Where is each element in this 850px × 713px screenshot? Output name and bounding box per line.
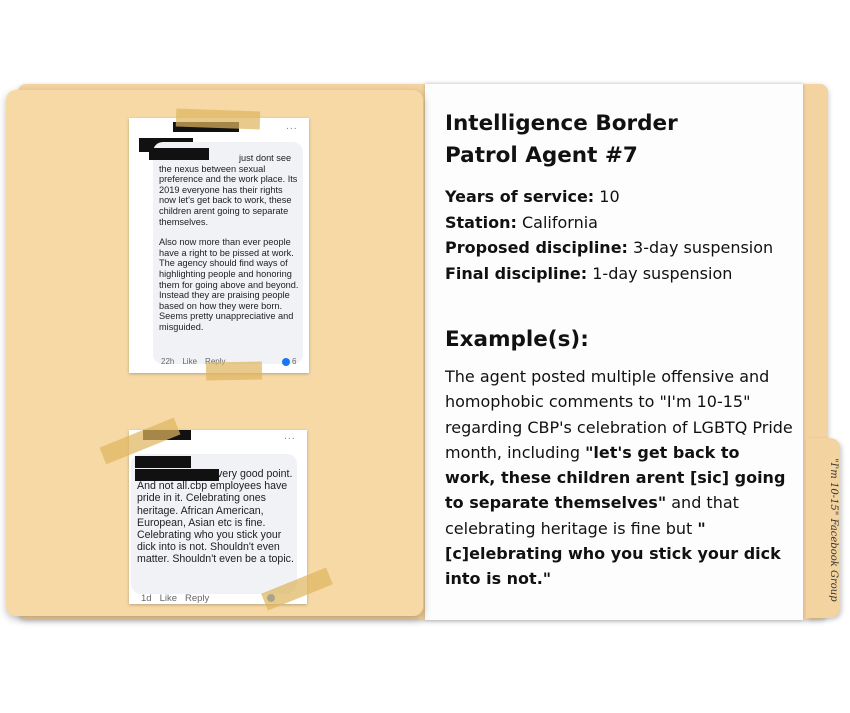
station-value: California [516,212,598,232]
examples-text-1: The agent posted multiple offensive and homophobic comments to "I'm 10-15" regarding CBP's celebration of LGBTQ Pride month, including [445,367,793,462]
comment-text [137,468,297,566]
comment-body: point. And not all.cbp employees have pride in it. Celebrating ones heritage. African American, European, Asian etc is fine. Celebrating who you stick your dick into is not. Shouldn't even matter. Shouldn't even be a topic. [137,468,294,566]
station-label: Station: [445,212,517,232]
tape-strip [206,362,262,381]
comment-text [159,153,299,343]
years-of-service-row [445,184,795,210]
comment-meta [141,593,217,604]
tape-strip [176,109,261,130]
comment-body: nexus between sexual preference and the work place. Its 2019 everyone has their rights now let's get back to work, these children arent going to separate themselves. [159,163,298,227]
years-label: Years of service: [445,187,595,206]
comment-time: 1d [141,593,152,604]
proposed-label: Proposed discipline: [445,238,628,257]
like-link[interactable]: Like [159,593,178,604]
examples-quote-1: "let's get back to work, these children arent [sic] going to separate themselves" [445,442,786,513]
reaction-count: 6 [292,357,297,366]
examples-heading: Example(s): [445,327,589,352]
final-label: Final discipline: [445,263,588,283]
examples-body [445,364,795,592]
reply-link[interactable]: Reply [185,593,210,604]
reaction-icon [282,358,290,366]
page-title [445,108,785,172]
more-options-icon: ... [286,122,298,132]
title-line-2: Patrol Agent #7 [445,143,638,168]
years-value: 10 [594,187,620,206]
final-discipline-row [445,261,795,287]
redaction-bar [135,456,191,468]
examples-text-2: and that celebrating heritage is fine but [445,493,739,538]
comment-first-line: just dont see the [159,153,292,174]
proposed-discipline-row [445,235,795,261]
discipline-details [445,184,795,286]
facebook-comment-screenshot-1 [129,118,309,373]
facebook-comment-screenshot-2 [129,430,307,604]
folder-tab-label: "I'm 10-15" Facebook Group [828,458,839,602]
proposed-value: 3-day suspension [627,238,774,257]
comment-paragraph-2: Also now more than ever people have a right to be pissed at work. The agency should find ways of highlighting people and honoring them for going above and beyond. Instead they are praising people based on how they were born. Seems pretty unappreciative and misguided. [159,237,299,332]
final-value: 1-day suspension [587,263,733,283]
comment-time: 22h [161,357,175,366]
more-options-icon: ... [284,432,296,442]
comment-first-line: very good [217,468,264,480]
title-line-1: Intelligence Border [445,111,678,136]
like-link[interactable]: Like [182,357,198,366]
station-row [445,210,795,236]
examples-quote-2: "[c]elebrating who you stick your dick into is not." [445,518,781,589]
